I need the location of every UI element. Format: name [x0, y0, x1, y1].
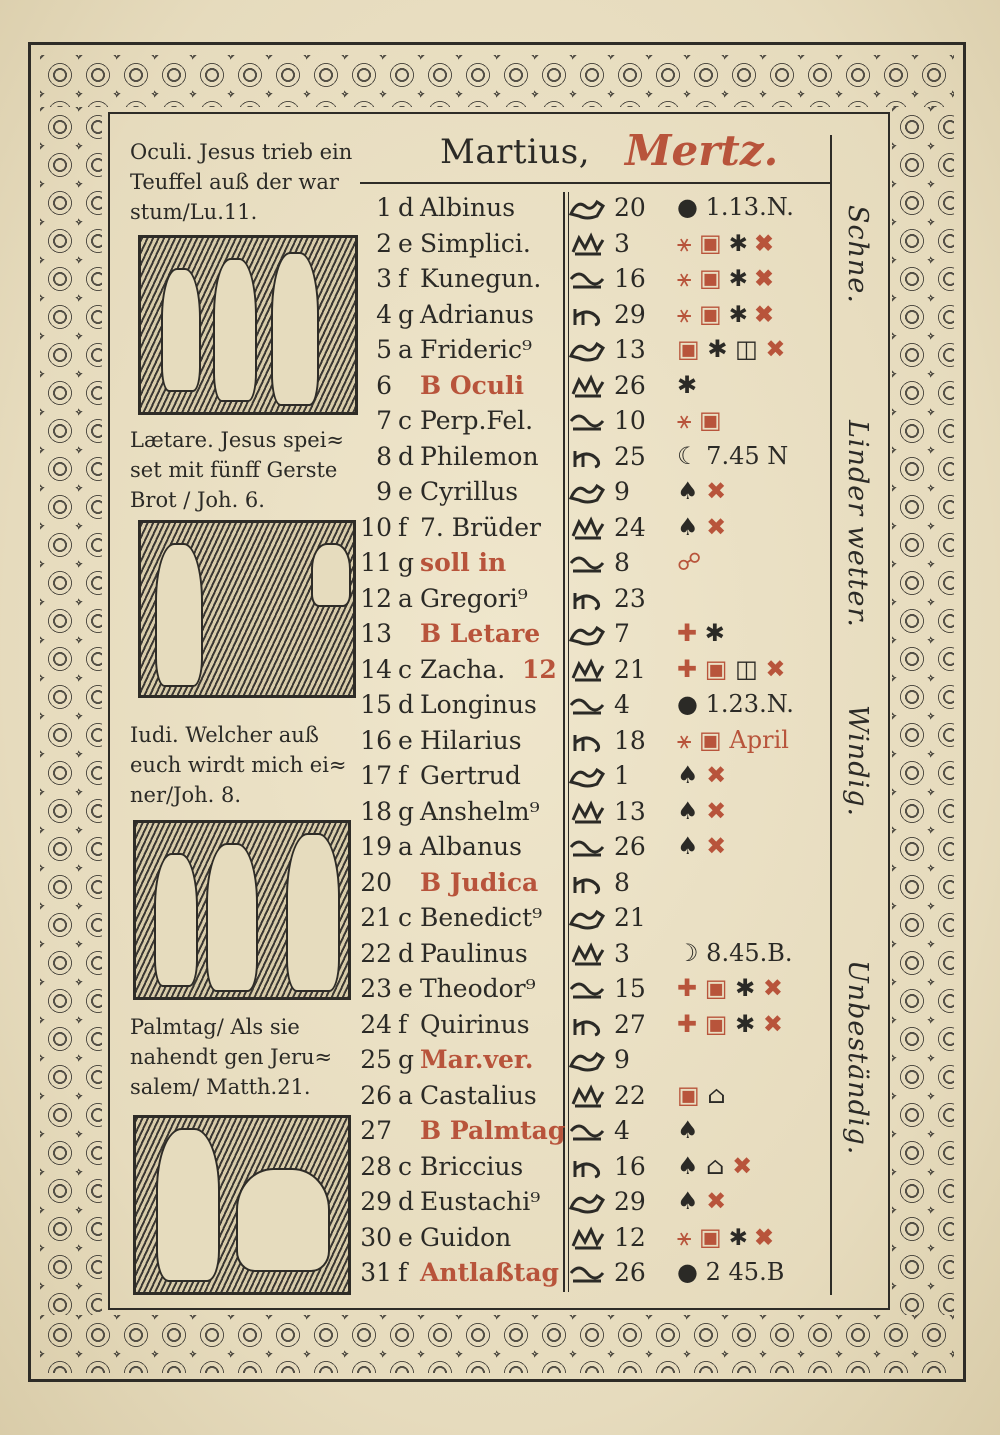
- day-number: 14: [360, 654, 392, 684]
- calendar-row: [352, 1187, 832, 1222]
- day-number: 11: [360, 548, 392, 577]
- calendar-row: [352, 974, 832, 1009]
- saint-name: Albanus: [420, 832, 522, 861]
- zodiac-sign-icon: [567, 871, 611, 899]
- header-rule: [360, 182, 830, 184]
- zodiac-sign-icon: [567, 267, 611, 295]
- weather-1: Schne.: [842, 205, 873, 304]
- weather-4: Unbeständig.: [842, 960, 873, 1156]
- zodiac-sign-icon: [567, 977, 611, 1005]
- zodiac-degree: 3: [614, 938, 630, 968]
- dominical-letter: c: [398, 903, 413, 932]
- day-number: 15: [360, 690, 392, 719]
- calendar-row: [352, 1045, 832, 1080]
- calendar-row: [352, 264, 832, 299]
- dominical-letter: f: [398, 1258, 408, 1287]
- dominical-letter: e: [398, 1222, 413, 1252]
- saint-name: Briccius: [420, 1151, 524, 1181]
- zodiac-sign-icon: [567, 409, 611, 437]
- dominical-letter: g: [398, 299, 415, 329]
- zodiac-sign-icon: [567, 1048, 611, 1076]
- day-number: 12: [360, 583, 392, 613]
- dominical-letter: d: [398, 938, 415, 968]
- calendar-row: [352, 797, 832, 832]
- calendar-row: [352, 584, 832, 619]
- zodiac-degree: 10: [614, 406, 646, 435]
- aspect-signs: ● 2 45.B: [677, 1258, 785, 1286]
- day-number: 4: [376, 299, 392, 329]
- calendar-row: [352, 371, 832, 406]
- dominical-letter: a: [398, 832, 413, 861]
- calendar-row: [352, 903, 832, 938]
- saint-name: Kunegun.: [420, 264, 542, 293]
- zodiac-degree: 1: [614, 761, 630, 790]
- saint-name: Philemon: [420, 441, 539, 471]
- aspect-signs: ⚹ ▣ ✱ ✖: [677, 264, 774, 292]
- zodiac-sign-icon: [567, 1119, 611, 1147]
- zodiac-sign-icon: [567, 1013, 611, 1041]
- day-number: 9: [376, 477, 392, 506]
- saint-name: Gregori⁹: [420, 583, 528, 613]
- calendar-row: [352, 477, 832, 512]
- dominical-letter: f: [398, 512, 408, 542]
- calendar-row: [352, 229, 832, 264]
- zodiac-sign-icon: [567, 800, 611, 828]
- saint-name: B Judica: [420, 867, 539, 897]
- zodiac-degree: 9: [614, 477, 630, 506]
- zodiac-sign-icon: [567, 232, 611, 260]
- zodiac-degree: 26: [614, 832, 646, 861]
- dominical-letter: d: [398, 193, 415, 222]
- zodiac-sign-icon: [567, 1155, 611, 1183]
- saint-name: Castalius: [420, 1080, 537, 1110]
- calendar-row: [352, 655, 832, 690]
- dominical-letter: e: [398, 725, 413, 755]
- calendar-row: [352, 832, 832, 867]
- zodiac-degree: 20: [614, 193, 646, 222]
- zodiac-degree: 21: [614, 903, 646, 932]
- zodiac-degree: 8: [614, 548, 630, 577]
- dominical-letter: f: [398, 761, 408, 790]
- dominical-letter: a: [398, 335, 413, 364]
- saint-name: Benedict⁹: [420, 903, 543, 932]
- zodiac-sign-icon: [567, 906, 611, 934]
- aspect-signs: ♠ ⌂ ✖: [677, 1151, 753, 1180]
- day-number: 18: [360, 796, 392, 826]
- day-number: 31: [360, 1258, 392, 1287]
- aspect-signs: ☾ 7.45 N: [677, 441, 789, 470]
- saint-name: Theodor⁹: [420, 974, 536, 1003]
- gospel-text-laetare: Lætare. Jesus spei≈ set mit fünff Gerste Brot / Joh. 6.: [130, 428, 345, 512]
- month-german: Mertz.: [625, 126, 779, 175]
- saint-name: B Letare: [420, 619, 541, 648]
- zodiac-sign-icon: [567, 445, 611, 473]
- zodiac-degree: 16: [614, 1151, 646, 1181]
- zodiac-degree: 26: [614, 1258, 646, 1287]
- aspect-signs: ✚ ▣ ✱ ✖: [677, 1009, 783, 1038]
- saint-name: B Oculi: [420, 370, 525, 400]
- calendar-row: [352, 690, 832, 725]
- aspect-signs: ♠: [677, 1116, 699, 1144]
- dominical-letter: g: [398, 1045, 415, 1074]
- calendar-row: [352, 513, 832, 548]
- dominical-letter: e: [398, 228, 413, 258]
- zodiac-degree: 18: [614, 725, 646, 755]
- calendar-row: [352, 1081, 832, 1116]
- aspect-signs: ✚ ▣ ◫ ✖: [677, 654, 786, 683]
- zodiac-degree: 7: [614, 619, 630, 648]
- saint-name: Eustachi⁹: [420, 1187, 541, 1216]
- zodiac-degree: 12: [614, 1222, 646, 1252]
- day-number: 24: [360, 1009, 392, 1039]
- saint-name: Cyrillus: [420, 477, 519, 506]
- day-number: 21: [360, 903, 392, 932]
- day-number: 10: [360, 512, 392, 542]
- calendar-row: [352, 406, 832, 441]
- dominical-letter: f: [398, 1009, 408, 1039]
- saint-name: Frideric⁹: [420, 335, 533, 364]
- saint-name: Quirinus: [420, 1009, 530, 1039]
- dominical-letter: f: [398, 264, 408, 293]
- aspect-signs: ☽ 8.45.B.: [677, 938, 793, 967]
- zodiac-degree: 27: [614, 1009, 646, 1039]
- zodiac-sign-icon: [567, 729, 611, 757]
- saint-name: Mar.ver.: [420, 1045, 534, 1074]
- aspect-signs: ⚹ ▣ April: [677, 725, 789, 754]
- aspect-signs: ♠ ✖: [677, 512, 727, 541]
- zodiac-degree: 29: [614, 299, 646, 329]
- aspect-signs: ⚹ ▣: [677, 406, 722, 434]
- calendar-row: [352, 548, 832, 583]
- zodiac-degree: 13: [614, 335, 646, 364]
- zodiac-sign-icon: [567, 551, 611, 579]
- day-number: 2: [376, 228, 392, 258]
- day-number: 8: [376, 441, 392, 471]
- zodiac-degree: 9: [614, 1045, 630, 1074]
- calendar-row: [352, 1116, 832, 1151]
- saint-name: Perp.Fel.: [420, 406, 534, 435]
- zodiac-degree: 24: [614, 512, 646, 542]
- aspect-signs: ✱: [677, 370, 698, 399]
- day-number: 22: [360, 938, 392, 968]
- zodiac-sign-icon: [567, 1261, 611, 1289]
- gospel-text-palmtag: Palmtag/ Als sie nahendt gen Jeru≈ salem/ Matth.21.: [130, 1015, 333, 1099]
- saint-name: Guidon: [420, 1222, 512, 1252]
- calendar-row: [352, 300, 832, 335]
- zodiac-sign-icon: [567, 835, 611, 863]
- aspect-signs: ▣ ⌂: [677, 1080, 726, 1109]
- aspect-signs: ▣ ✱ ◫ ✖: [677, 335, 786, 363]
- zodiac-degree: 3: [614, 228, 630, 258]
- weather-3: Windig.: [842, 705, 873, 818]
- aspect-signs: ♠ ✖: [677, 796, 727, 825]
- day-number: 1: [376, 193, 392, 222]
- zodiac-sign-icon: [567, 374, 611, 402]
- zodiac-sign-icon: [567, 622, 611, 650]
- zodiac-degree: 23: [614, 583, 646, 613]
- saint-name: B Palmtag: [420, 1116, 566, 1145]
- weather-2: Linder wetter.: [842, 420, 873, 628]
- zodiac-sign-icon: [567, 480, 611, 508]
- day-number: 3: [376, 264, 392, 293]
- zodiac-sign-icon: [567, 516, 611, 544]
- dominical-letter: d: [398, 1187, 415, 1216]
- zodiac-sign-icon: [567, 1084, 611, 1112]
- dominical-letter: e: [398, 477, 413, 506]
- saint-name: Gertrud: [420, 761, 521, 790]
- zodiac-sign-icon: [567, 338, 611, 366]
- saint-name: Albinus: [420, 193, 516, 222]
- day-number: 30: [360, 1222, 392, 1252]
- day-number: 16: [360, 725, 392, 755]
- dominical-letter: c: [398, 1151, 413, 1181]
- zodiac-degree: 25: [614, 441, 646, 471]
- zodiac-degree: 26: [614, 370, 646, 400]
- zodiac-degree: 4: [614, 1116, 630, 1145]
- zodiac-degree: 21: [614, 654, 646, 684]
- aspect-signs: ⚹ ▣ ✱ ✖: [677, 1222, 774, 1251]
- calendar-row: [352, 619, 832, 654]
- saint-name: Anshelm⁹: [420, 796, 540, 826]
- saint-extra-number: 12: [522, 654, 557, 684]
- saint-name: Simplici.: [420, 228, 531, 258]
- calendar-row: [352, 761, 832, 796]
- calendar-row: [352, 442, 832, 477]
- zodiac-degree: 16: [614, 264, 646, 293]
- zodiac-degree: 4: [614, 690, 630, 719]
- zodiac-degree: 22: [614, 1080, 646, 1110]
- woodcut-laetare: [138, 520, 356, 698]
- dominical-letter: c: [398, 654, 413, 684]
- day-number: 26: [360, 1080, 392, 1110]
- saint-name: 7. Brüder: [420, 512, 541, 542]
- day-number: 29: [360, 1187, 392, 1216]
- aspect-signs: ⚹ ▣ ✱ ✖: [677, 228, 774, 257]
- zodiac-degree: 8: [614, 867, 630, 897]
- zodiac-sign-icon: [567, 764, 611, 792]
- saint-name: Hilarius: [420, 725, 522, 755]
- saint-name: Longinus: [420, 690, 537, 719]
- zodiac-sign-icon: [567, 196, 611, 224]
- woodcut-oculi: [138, 235, 358, 415]
- day-number: 6: [376, 370, 392, 400]
- calendar-row: [352, 193, 832, 228]
- day-number: 27: [360, 1116, 392, 1145]
- zodiac-sign-icon: [567, 1190, 611, 1218]
- day-number: 25: [360, 1045, 392, 1074]
- aspect-signs: ♠ ✖: [677, 761, 727, 789]
- saint-name: Zacha.: [420, 654, 506, 684]
- zodiac-sign-icon: [567, 303, 611, 331]
- aspect-signs: ✚ ▣ ✱ ✖: [677, 974, 783, 1002]
- dominical-letter: g: [398, 796, 415, 826]
- gospel-text-judica: Iudi. Welcher auß euch wirdt mich ei≈ ner/Joh. 8.: [130, 723, 347, 807]
- zodiac-sign-icon: [567, 693, 611, 721]
- zodiac-sign-icon: [567, 942, 611, 970]
- zodiac-sign-icon: [567, 587, 611, 615]
- day-number: 13: [360, 619, 392, 648]
- calendar-row: [352, 1010, 832, 1045]
- aspect-signs: ♠ ✖: [677, 832, 727, 860]
- aspect-signs: ● 1.23.N.: [677, 690, 794, 718]
- dominical-letter: d: [398, 690, 415, 719]
- day-number: 20: [360, 867, 392, 897]
- aspect-signs: ● 1.13.N.: [677, 193, 794, 221]
- zodiac-degree: 29: [614, 1187, 646, 1216]
- dominical-letter: a: [398, 1080, 413, 1110]
- saint-name: Adrianus: [420, 299, 534, 329]
- calendar-row: [352, 868, 832, 903]
- dominical-letter: g: [398, 548, 415, 577]
- zodiac-sign-icon: [567, 658, 611, 686]
- saint-name: soll in: [420, 548, 507, 577]
- calendar-row: [352, 1258, 832, 1293]
- aspect-signs: ♠ ✖: [677, 477, 727, 505]
- saint-name: Antlaßtag: [420, 1258, 560, 1287]
- saint-name: Paulinus: [420, 938, 528, 968]
- woodcut-palmtag: [133, 1115, 351, 1295]
- gospel-text-oculi: Oculi. Jesus trieb ein Teuffel auß der war stum/Lu.11.: [130, 140, 353, 224]
- calendar-row: [352, 939, 832, 974]
- calendar-row: [352, 1223, 832, 1258]
- dominical-letter: d: [398, 441, 415, 471]
- zodiac-degree: 15: [614, 974, 646, 1003]
- aspect-signs: ♠ ✖: [677, 1187, 727, 1215]
- zodiac-sign-icon: [567, 1226, 611, 1254]
- aspect-signs: ⚹ ▣ ✱ ✖: [677, 299, 774, 328]
- dominical-letter: e: [398, 974, 413, 1003]
- calendar-row: [352, 1152, 832, 1187]
- month-latin: Martius,: [440, 132, 591, 172]
- aspect-signs: ☍: [677, 548, 702, 576]
- day-number: 23: [360, 974, 392, 1003]
- zodiac-degree: 13: [614, 796, 646, 826]
- dominical-letter: c: [398, 406, 413, 435]
- dominical-letter: a: [398, 583, 413, 613]
- aspect-signs: ✚ ✱: [677, 619, 725, 647]
- woodcut-judica: [133, 820, 351, 1000]
- day-number: 17: [360, 761, 392, 790]
- day-number: 5: [376, 335, 392, 364]
- day-number: 7: [376, 406, 392, 435]
- day-number: 19: [360, 832, 392, 861]
- calendar-row: [352, 726, 832, 761]
- calendar-row: [352, 335, 832, 370]
- day-number: 28: [360, 1151, 392, 1181]
